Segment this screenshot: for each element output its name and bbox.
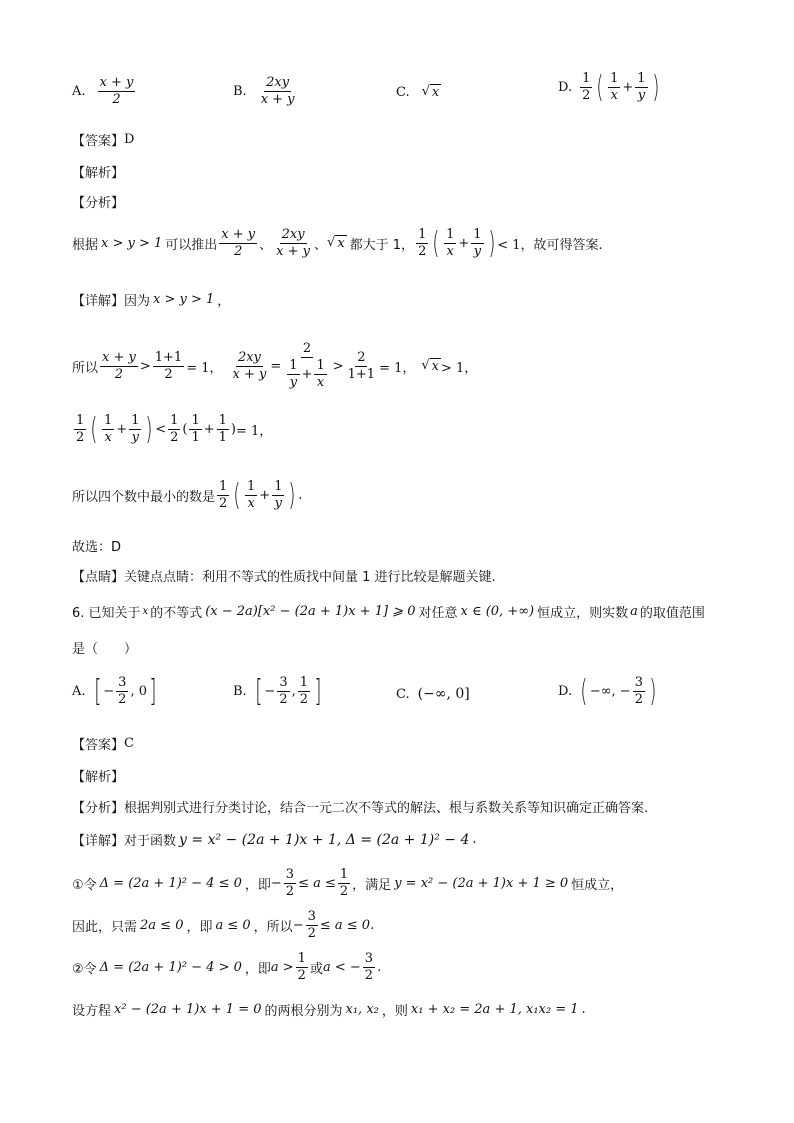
q5-option-a: A. $\frac{x + y}{2}$ bbox=[72, 75, 134, 107]
fraction: $\frac{x + y}{2}$ bbox=[99, 75, 134, 107]
q5-guxuan: 故选：D bbox=[72, 540, 122, 555]
q6-stem-1: 6. 已知关于 x 的不等式 (x − 2a)[x² − (2a + 1)x + 1] ⩾ 0 对任意 x ∈ (0, +∞) 恒成立，则实数 a 的取值范围 bbox=[72, 604, 705, 621]
q5-jiexi: 【解析】 bbox=[72, 166, 125, 181]
q6-stem-2: 是（ ） bbox=[72, 642, 138, 657]
q5-answer: 【答案】 D bbox=[72, 132, 135, 149]
q6-answer: 【答案】 C bbox=[72, 736, 134, 753]
q6-case-1b: 因此，只需 2a ≤ 0 ，即 a ≤ 0 ，所以 − $\frac{3}{2}$ ≤ a ≤ 0 . bbox=[72, 909, 375, 941]
q6-xiangjie: 【详解】 对于函数 y = x² − (2a + 1)x + 1, Δ = (2a + 1)² − 4 . bbox=[72, 831, 477, 849]
q5-derivation-2: $\frac{1}{2}$ ( $\frac{1}{x}$ + $\frac{1}{y}$ ) < $\frac{1}{2}$ ( $\frac{1}{1}$ + $\frac{1}{1}$ ) = 1， bbox=[76, 411, 273, 447]
q6-case-2: ②令 Δ = (2a + 1)² − 4 > 0 ，即 a > $\frac{1}{2}$ 或 a < − $\frac{3}{2}$ . bbox=[72, 951, 382, 983]
fraction: $\frac{2xy}{x + y}$ bbox=[260, 75, 295, 107]
q5-fenxi-text: 根据 x > y > 1 可以推出 $\frac{x + y}{2}$ 、 $\frac{2xy}{x + y}$ 、 √ x 都大于 1， $\frac{1}{2}$ ( $\frac{1}{x}$ + $\frac{1}{y}$ ) < 1，故可得答案. bbox=[72, 225, 603, 261]
q6-option-c: C. (−∞, 0] bbox=[396, 686, 470, 702]
q6-option-b: B. [ − $\frac{3}{2}$ , $\frac{1}{2}$ ] bbox=[233, 673, 322, 709]
q5-xiangjie: 【详解】 因为 x > y > 1 ， bbox=[72, 292, 231, 309]
sqrt: √ x bbox=[421, 84, 440, 100]
q5-option-d: D. $\frac{1}{2}$ ( $\frac{1}{x}$ + $\frac{1}{y}$ ) bbox=[558, 69, 659, 105]
q5-conclusion: 所以四个数中最小的数是 $\frac{1}{2}$ ( $\frac{1}{x}$ + $\frac{1}{y}$ ) . bbox=[72, 477, 303, 513]
q6-fenxi: 【分析】 根据判别式进行分类讨论，结合一元二次不等式的解法、根与系数关系等知识确定正确答案. bbox=[72, 801, 649, 816]
q6-case-1: ①令 Δ = (2a + 1)² − 4 ≤ 0 ，即 − $\frac{3}{2}$ ≤ a ≤ $\frac{1}{2}$ ，满足 y = x² − (2a + 1)x + 1 ≥ 0 恒成立， bbox=[72, 867, 624, 899]
q5-option-c: C. √ x bbox=[396, 84, 440, 100]
q5-fenxi-label: 【分析】 bbox=[72, 196, 125, 211]
q5-dianjing: 【点睛】 关键点点睛：利用不等式的性质找中间量 1 进行比较是解题关键. bbox=[72, 570, 496, 585]
q6-jiexi: 【解析】 bbox=[72, 770, 125, 785]
q6-roots: 设方程 x² − (2a + 1)x + 1 = 0 的两根分别为 x₁, x₂ ，则 x₁ + x₂ = 2a + 1, x₁x₂ = 1 . bbox=[72, 1002, 586, 1019]
q5-derivation-1: 所以 $\frac{x + y}{2}$ > $\frac{1+1}{2}$ = 1， $\frac{2xy}{x + y}$ = 2 $\frac{1}{y}$ + $\frac{1}{x}$ > $\frac{2}{1+1}$ = 1， √ x > 1， bbox=[72, 341, 478, 390]
q6-option-d: D. ( −∞, − $\frac{3}{2}$ ) bbox=[558, 673, 657, 709]
q5-option-b: B. $\frac{2xy}{x + y}$ bbox=[233, 75, 295, 107]
q6-option-a: A. [ − $\frac{3}{2}$ , 0 ] bbox=[72, 673, 157, 709]
